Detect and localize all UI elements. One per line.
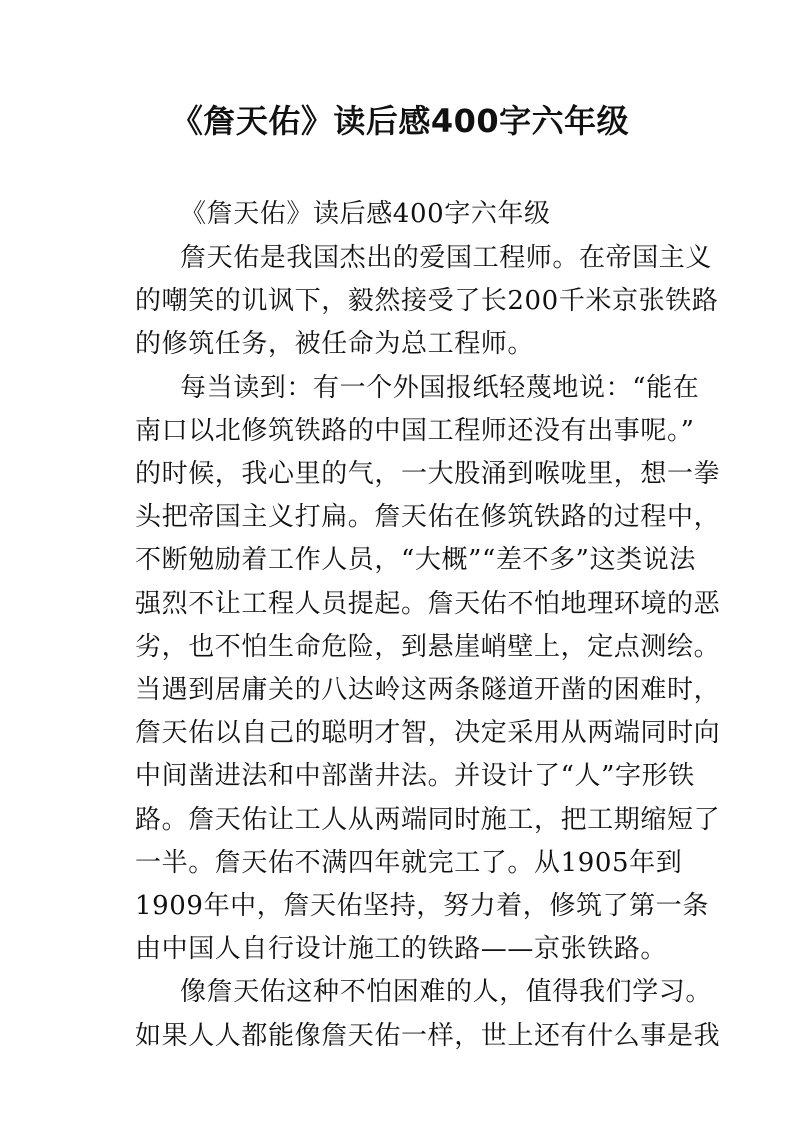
body-text-line: 强烈不让工程人员提起。詹天佑不怕地理环境的恶 [135,588,721,619]
body-text-line: 劣，也不怕生命危险，到悬崖峭壁上，定点测绘。 [135,631,721,662]
body-text-line: 每当读到：有一个外国报纸轻蔑地说：“能在 [180,372,700,403]
document-title: 《詹天佑》读后感400字六年级 [170,102,630,140]
body-text-line: 的修筑任务，被任命为总工程师。 [135,329,535,360]
body-text-line: 一半。詹天佑不满四年就完工了。从1905年到 [135,847,683,878]
body-text-line: 像詹天佑这种不怕困难的人，值得我们学习。 [180,977,713,1008]
body-text-line: 头把帝国主义打扁。詹天佑在修筑铁路的过程中， [135,502,721,533]
body-text-line: 如果人人都能像詹天佑一样，世上还有什么事是我 [135,1020,721,1051]
body-text-line: 1909年中，詹天佑坚持，努力着，修筑了第一条 [135,891,709,921]
body-text-line: 詹天佑是我国杰出的爱国工程师。在帝国主义 [180,243,713,273]
body-text-line: 的时候，我心里的气，一大股涌到喉咙里，想一拳 [135,459,721,489]
body-text-line: 路。詹天佑让工人从两端同时施工，把工期缩短了 [135,804,721,835]
body-text-line: 中间凿进法和中部凿井法。并设计了“人”字形铁 [135,761,695,792]
body-text-line: 由中国人自行设计施工的铁路——京张铁路。 [135,934,668,965]
body-text-line: 当遇到居庸关的八达岭这两条隧道开凿的困难时， [135,675,721,705]
body-text-line: 不断勉励着工作人员，“大概”“差不多”这类说法 [135,545,696,576]
body-text-line: 南口以北修筑铁路的中国工程师还没有出事呢。” [135,415,695,446]
body-text-line: 的嘲笑的讥讽下，毅然接受了长200千米京张铁路 [135,286,719,317]
document-subtitle: 《詹天佑》读后感400字六年级 [180,199,551,229]
body-text-line: 詹天佑以自己的聪明才智，决定采用从两端同时向 [135,718,721,749]
